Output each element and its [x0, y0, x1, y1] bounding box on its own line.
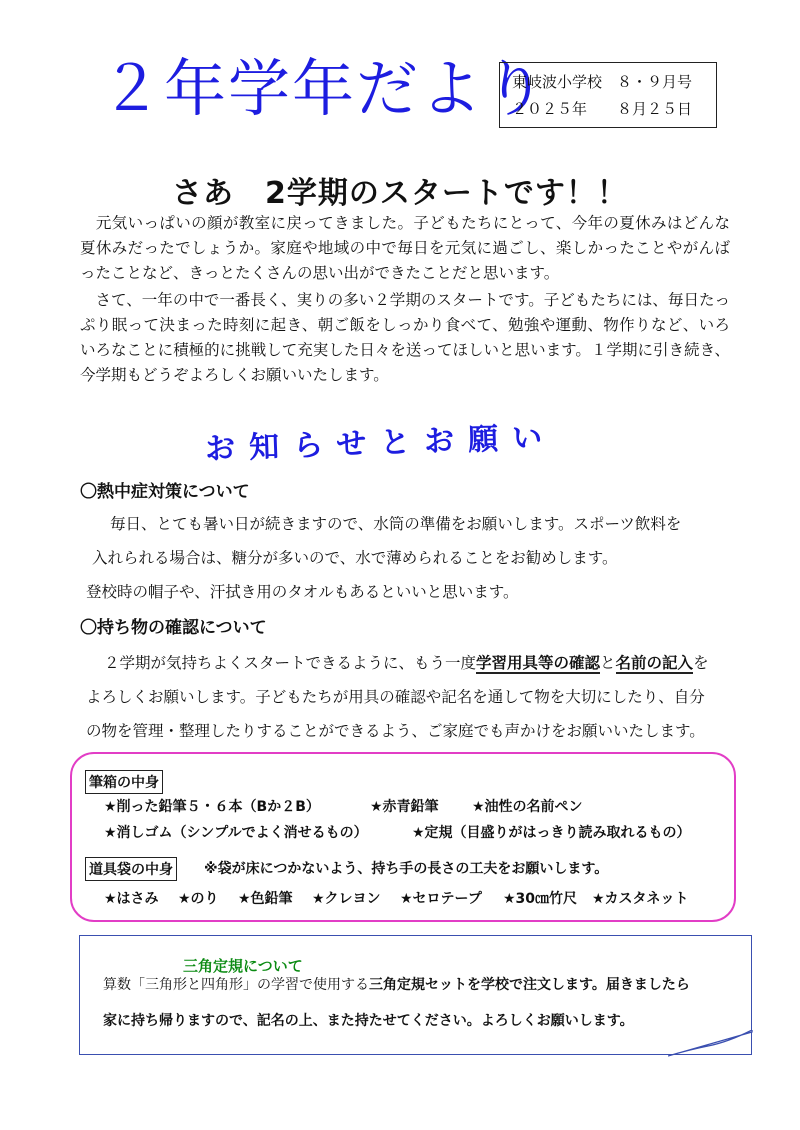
- intro-paragraph-2: さて、一年の中で一番長く、実りの多い２学期のスタートです。子どもたちには、毎日たっぷり眠って決まった時刻に起き、朝ご飯をしっかり食べて、勉強や運動、物作りなど、いろいろなことに積極的に挑戦して充実した日々を送ってほしいと思います。１学期に引き続き、今学期もどうぞよろしくお願いいたします。: [80, 291, 730, 384]
- newsletter-title: ２年学年だより: [100, 52, 549, 125]
- belongings-line-1: [104, 651, 709, 673]
- pencil-case-item: ★消しゴム（シンプルでよく消せるもの）: [104, 825, 368, 841]
- tool-bag-item: ★クレヨン: [312, 891, 381, 907]
- heat-line-3: 登校時の帽子や、汗拭き用のタオルもあるといいと思います。: [86, 583, 519, 601]
- pencil-case-item: ★削った鉛筆５・６本（Bか２B）: [104, 799, 320, 815]
- issue-info-box: [499, 62, 717, 128]
- issue-date-line: ２０２５年 ８月２５日: [512, 100, 693, 118]
- tool-bag-note: ※袋が床につかないよう、持ち手の長さの工夫をお願いします。: [204, 861, 609, 877]
- pencil-case-item: ★定規（目盛りがはっきり読み取れるもの）: [412, 825, 691, 841]
- belongings-line-3: の物を管理・整理したりすることができるよう、ご家庭でも声かけをお願いいたします。: [86, 722, 705, 740]
- pencil-case-label: 筆箱の中身: [85, 770, 163, 794]
- tool-bag-item: ★セロテープ: [400, 891, 482, 907]
- school-issue-line: 東岐波小学校 ８・９月号: [512, 73, 693, 91]
- heat-section-heading: 〇熱中症対策について: [80, 482, 250, 502]
- tool-bag-item: ★カスタネット: [592, 891, 689, 907]
- triangle-ruler-heading: 三角定規について: [183, 957, 303, 975]
- check-supplies-emphasis: 学習用具等の確認: [476, 654, 601, 672]
- belongings-text-c: を: [693, 654, 709, 672]
- pencil-case-item: ★油性の名前ペン: [472, 799, 583, 815]
- name-labeling-emphasis: 名前の記入: [615, 654, 694, 672]
- belongings-section-heading: 〇持ち物の確認について: [80, 618, 267, 638]
- intro-paragraph-1: 元気いっぱいの顔が教室に戻ってきました。子どもたちにとって、今年の夏休みはどんな夏休みだったでしょうか。家庭や地域の中で毎日を元気に過ごし、楽しかったことやがんばったことなど、きっとたくさんの思い出ができたことだと思います。: [80, 214, 730, 282]
- triangle-text-b: 三角定規セットを学校で注文します。届きましたら: [369, 977, 690, 993]
- triangle-text-a: 算数「三角形と四角形」の学習で使用する: [103, 977, 369, 993]
- tool-bag-item: ★はさみ: [104, 891, 159, 907]
- tool-bag-item: ★色鉛筆: [238, 891, 293, 907]
- belongings-text-a: ２学期が気持ちよくスタートできるように、もう一度: [104, 654, 477, 672]
- tool-bag-label: 道具袋の中身: [85, 857, 177, 881]
- belongings-text-b: と: [600, 654, 616, 672]
- heat-line-2: 入れられる場合は、糖分が多いので、水で薄められることをお勧めします。: [92, 549, 618, 567]
- triangle-ruler-line-2: 家に持ち帰りますので、記名の上、また持たせてください。よろしくお願いします。: [103, 1013, 634, 1029]
- notices-title: お知らせとお願い: [204, 419, 557, 468]
- heat-line-1: 毎日、とても暑い日が続きますので、水筒の準備をお願いします。スポーツ飲料を: [110, 515, 682, 533]
- tool-bag-item: ★のり: [178, 891, 219, 907]
- tool-bag-item: ★30㎝竹尺: [503, 891, 578, 907]
- pencil-case-item: ★赤青鉛筆: [370, 799, 439, 815]
- headline: さあ 2学期のスタートです！！: [172, 176, 628, 211]
- triangle-ruler-line-1: [103, 970, 743, 1000]
- belongings-line-2: よろしくお願いします。子どもたちが用具の確認や記名を通して物を大切にしたり、自分: [86, 688, 705, 706]
